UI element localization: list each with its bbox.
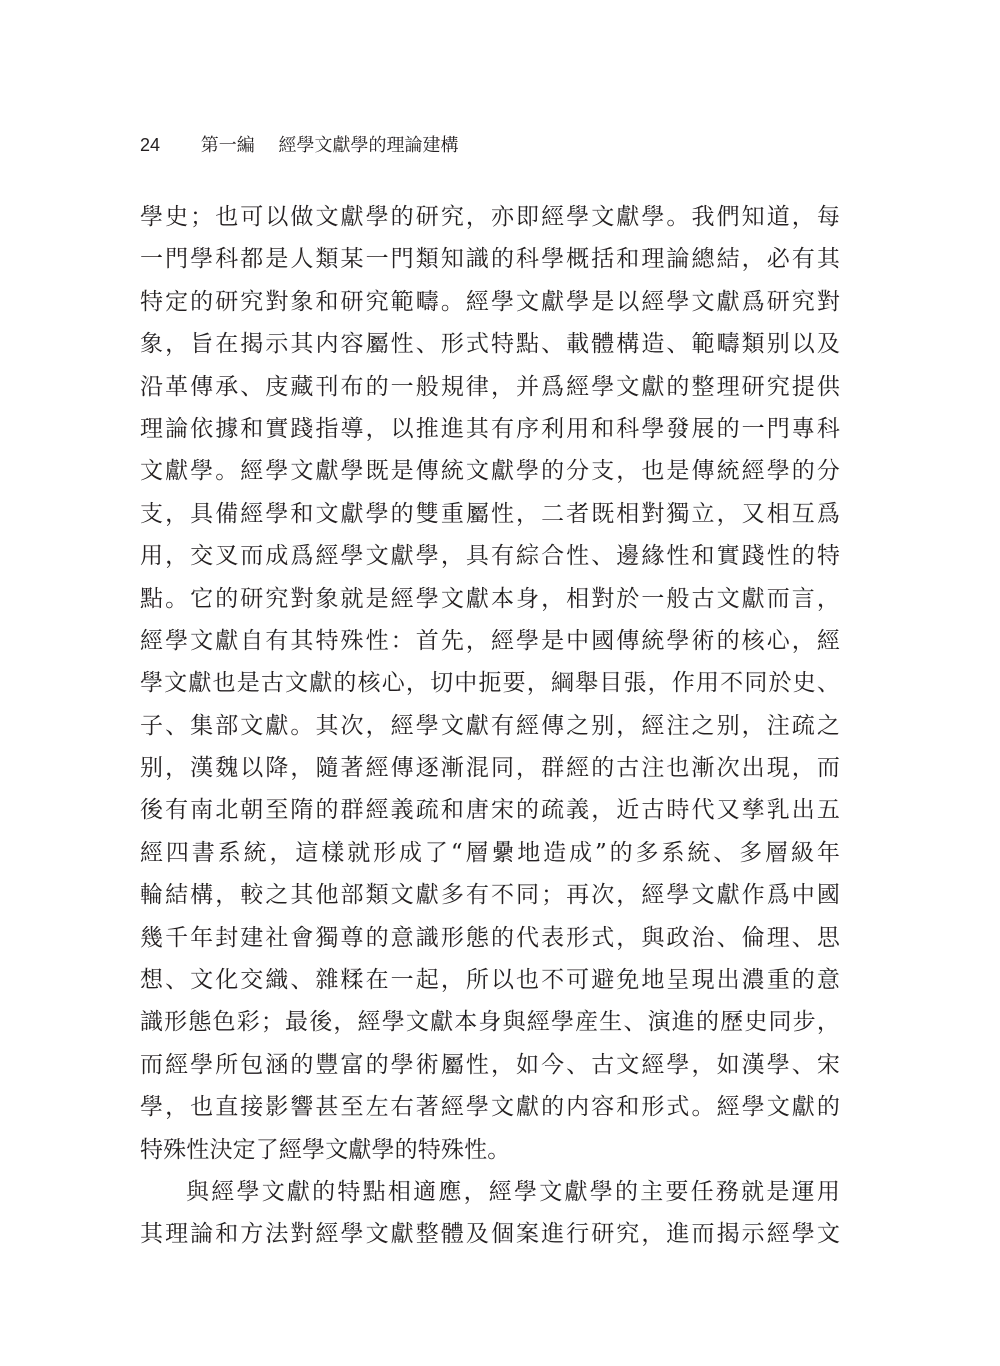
text-line: 沿革傳承、庋藏刊布的一般規律，并爲經學文獻的整理研究提供: [140, 373, 840, 400]
text-line: 文獻學。經學文獻學既是傳統文獻學的分支，也是傳統經學的分: [140, 458, 840, 485]
text-line: 想、文化交織、雜糅在一起，所以也不可避免地呈現出濃重的意: [140, 967, 840, 994]
text-line: 支，具備經學和文獻學的雙重屬性，二者既相對獨立，又相互爲: [140, 500, 840, 527]
text-line: 經四書系統，這樣就形成了“層纍地造成”的多系統、多層級年: [140, 839, 840, 866]
page-number: 24: [140, 135, 161, 155]
body-text: [140, 196, 840, 1256]
text-line: 象，旨在揭示其内容屬性、形式特點、載體構造、範疇類别以及: [140, 331, 840, 358]
text-line: 子、集部文獻。其次，經學文獻有經傳之别，經注之别，注疏之: [140, 712, 840, 739]
text-line: 而經學所包涵的豐富的學術屬性，如今、古文經學，如漢學、宋: [140, 1051, 840, 1078]
paragraph: [140, 196, 840, 1171]
text-line: 幾千年封建社會獨尊的意識形態的代表形式，與政治、倫理、思: [140, 924, 840, 951]
text-line: 識形態色彩；最後，經學文獻本身與經學産生、演進的歷史同步，: [140, 1009, 840, 1036]
text-line: 特殊性決定了經學文獻學的特殊性。: [140, 1136, 511, 1163]
paragraph: [140, 1171, 840, 1256]
text-line: 用，交叉而成爲經學文獻學，具有綜合性、邊緣性和實踐性的特: [140, 543, 840, 570]
text-line: 後有南北朝至隋的群經義疏和唐宋的疏義，近古時代又孳乳出五: [140, 797, 840, 824]
text-line: 經學文獻自有其特殊性：首先，經學是中國傳統學術的核心，經: [140, 627, 840, 654]
text-line: 學史；也可以做文獻學的研究，亦即經學文獻學。我們知道，每: [140, 204, 840, 230]
text-line: 學，也直接影響甚至左右著經學文獻的内容和形式。經學文獻的: [140, 1094, 840, 1121]
text-line: 與經學文獻的特點相適應，經學文獻學的主要任務就是運用: [186, 1178, 840, 1205]
chapter-title: 經學文獻學的理論建構: [278, 135, 459, 156]
text-line: 學文獻也是古文獻的核心，切中扼要，綱舉目張，作用不同於史、: [140, 670, 840, 697]
text-line: 點。它的研究對象就是經學文獻本身，相對於一般古文獻而言，: [140, 585, 840, 612]
text-line: 一門學科都是人類某一門類知識的科學概括和理論總結，必有其: [140, 246, 840, 273]
text-line: 别，漢魏以降，隨著經傳逐漸混同，群經的古注也漸次出現，而: [140, 755, 840, 782]
running-header: [140, 130, 458, 160]
part-title: 第一編: [200, 135, 255, 156]
text-line: 特定的研究對象和研究範疇。經學文獻學是以經學文獻爲研究對: [140, 288, 840, 315]
text-line: 其理論和方法對經學文獻整體及個案進行研究，進而揭示經學文: [140, 1221, 840, 1248]
text-line: 理論依據和實踐指導，以推進其有序利用和科學發展的一門專科: [140, 415, 840, 442]
text-line: 輪結構，較之其他部類文獻多有不同；再次，經學文獻作爲中國: [140, 882, 840, 909]
